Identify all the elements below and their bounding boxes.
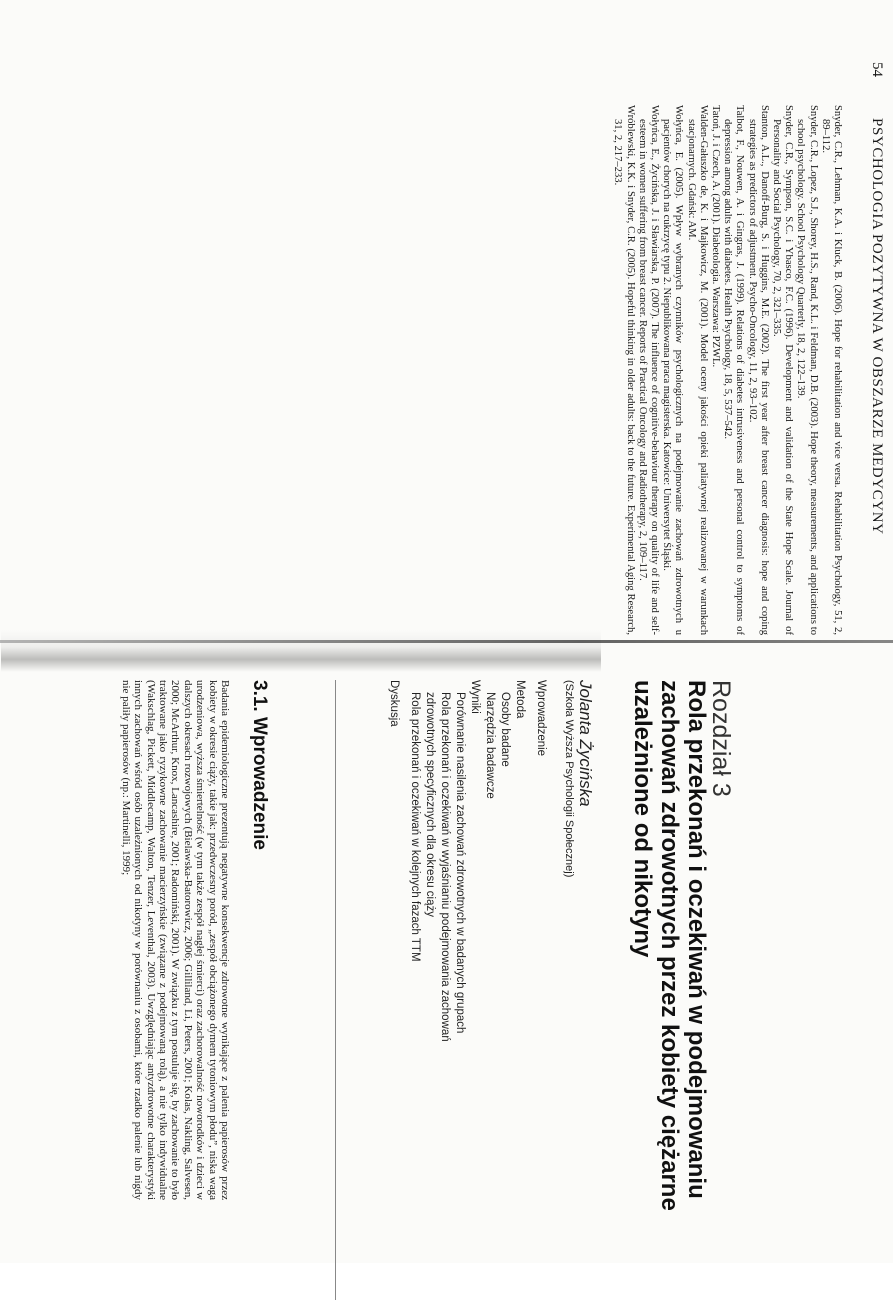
reference-item: Tatoń, J. i Czech, A. (2001). Diabetologia. Warszawa: PZWL. — [709, 105, 721, 368]
chapter-contents — [386, 680, 548, 1200]
toc-subitem: zdrowotnych specyficznych dla okresu ciąży — [424, 692, 436, 917]
author-affiliation: (Szkoła Wyższa Psychologii Społecznej) — [563, 680, 575, 878]
page-number: 54 — [869, 62, 885, 77]
toc-subitem: Porównanie nasilenia zachowań zdrowotnych w badanych grupach — [454, 692, 466, 1034]
body-paragraph: Badania epidemiologiczne prezentują negatywne konsekwencje zdrowotne wynikające z palenia papierosów przez kobiety w okresie ciąży, takie jak: przedwczesny poród, „zespół obciążonego dymem tytoniowym płodu”, niska waga urodzeniowa, wyższa śmiertelność (w tym także zespół nagłej śmierci) oraz zachorowalność noworodków i dzieci w dalszych okresach rozwojowych (Bielawska-Batorowicz, 2006; Gilliland, Li, Peters, 2001; Kolas, Nakling, Salvesen, 2000; McArthur, Knox, Lancashire, 2001; Radomiński, 2001). W związku z tym postuluje się, by zachowanie to było traktowane jako ryzykowne zachowanie macierzyńskie (związane z podejmowaną rolą), a nie tylko indywidualne (Wakschlag, Pickett, Middlecamp, Walton, Tenzer, Leventhal, 2003). Uwzględniając antyzdrowotne charakterystyki innych zachowań wśród osób uzależnionych od nikotyny w porównaniu z osobami, które rzadko palenie lub nigdy nie paliły papierosów (np.: Martinelli, 1999; — [119, 680, 231, 1200]
toc-subitem: Osoby badane — [499, 692, 511, 767]
reference-list — [611, 105, 843, 635]
chapter-title: Rola przekonań i oczekiwań w podejmowaniu zachowań zdrowotnych przez kobiety ciężarne uzależnione od nikotyny — [629, 680, 710, 1211]
toc-subitem: Rola przekonań i oczekiwań w kolejnych fazach TTM — [409, 692, 421, 962]
toc-item: Wyniki — [469, 680, 481, 714]
reference-item: Snyder, C.R., Lehman, K.A. i Kluck, B. (2006). Hope for rehabilitation and vice versa. Rehabilitation Psychology, 51, 2, 89–112. — [819, 105, 843, 635]
reference-item: Snyder, C.R., Lopez, S.J., Shorey, H.S., Rand, K.L. i Feldman, D.B. (2003). Hope theory, measurements, and applications to school psychology. School Psychology Quarterly, 18, 2, 122–139. — [795, 105, 819, 635]
reference-item: Stanton, A.L., Danoff-Burg, S. i Huggins, M.E. (2002). The first year after breast cancer diagnosis: hope and coping strategies as predictors of adjustment. Psycho-Oncology, 11, 2, 93–102. — [746, 105, 770, 635]
chapter-number: Rozdział 3 — [707, 680, 735, 797]
page-fold-line — [0, 640, 893, 643]
toc-subitem: Narzędzia badawcze — [484, 692, 496, 799]
reference-item: Wróblewski, K.K. i Snyder, C.R. (2005). Hopeful thinking in older adults: back to the future. Experimental Aging Research, 31, 2, 217–233. — [612, 105, 636, 635]
reference-item: Talbot, F., Nouwen, A. i Gingras, J. (1999). Relations of diabetes intrusiveness and personal control to symptoms of depression among adults with diabetes. Health Psychology, 18, 5, 537–542. — [722, 105, 746, 635]
toc-item: Dyskusja — [388, 680, 400, 727]
toc-subitem: Rola przekonań i oczekiwań w wyjaśnianiu podejmowania zachowań — [439, 692, 451, 1042]
section-heading: 3.1. Wprowadzenie — [249, 680, 270, 850]
reference-item: Snyder, C.R., Sympson, S.C. i Ybasco, F.C. (1996). Development and validation of the State Hope Scale. Journal of Personality and Social Psychology, 70, 2, 321–335. — [770, 105, 795, 635]
toc-item: Wprowadzenie — [535, 680, 547, 757]
reference-item: Wołyńca, E., Życińska, J. i Sławiarska, P. (2007). The influence of cognitive-behaviour therapy on quality of life and self-esteem in women suffering from breast cancer. Reports of Practical Oncology and Radiotherapy, 2, 109–117. — [636, 105, 660, 635]
reference-item: Walden-Gałuszko de, K. i Majkowicz, M. (2001). Model oceny jakości opieki paliatywnej realizowanej w warunkach stacjonarnych. Gdańsk: AM. — [685, 105, 709, 635]
running-header: PSYCHOLOGIA POZYTYWNA W OBSZARZE MEDYCYNY — [869, 118, 885, 535]
reference-item: Wołyńca, E. (2005). Wpływ wybranych czynników psychologicznych na podejmowanie zachowań zdrowotnych u pacjentów chorych na cukrzycę typu 2. Niepublikowana praca magisterska. Katowice: Uniwersytet Śląski. — [661, 105, 685, 635]
author-name: Jolanta Życińska — [576, 680, 595, 807]
toc-item: Metoda — [514, 680, 526, 719]
section-rule — [335, 680, 336, 1300]
page-fold-shadow — [1, 630, 601, 672]
